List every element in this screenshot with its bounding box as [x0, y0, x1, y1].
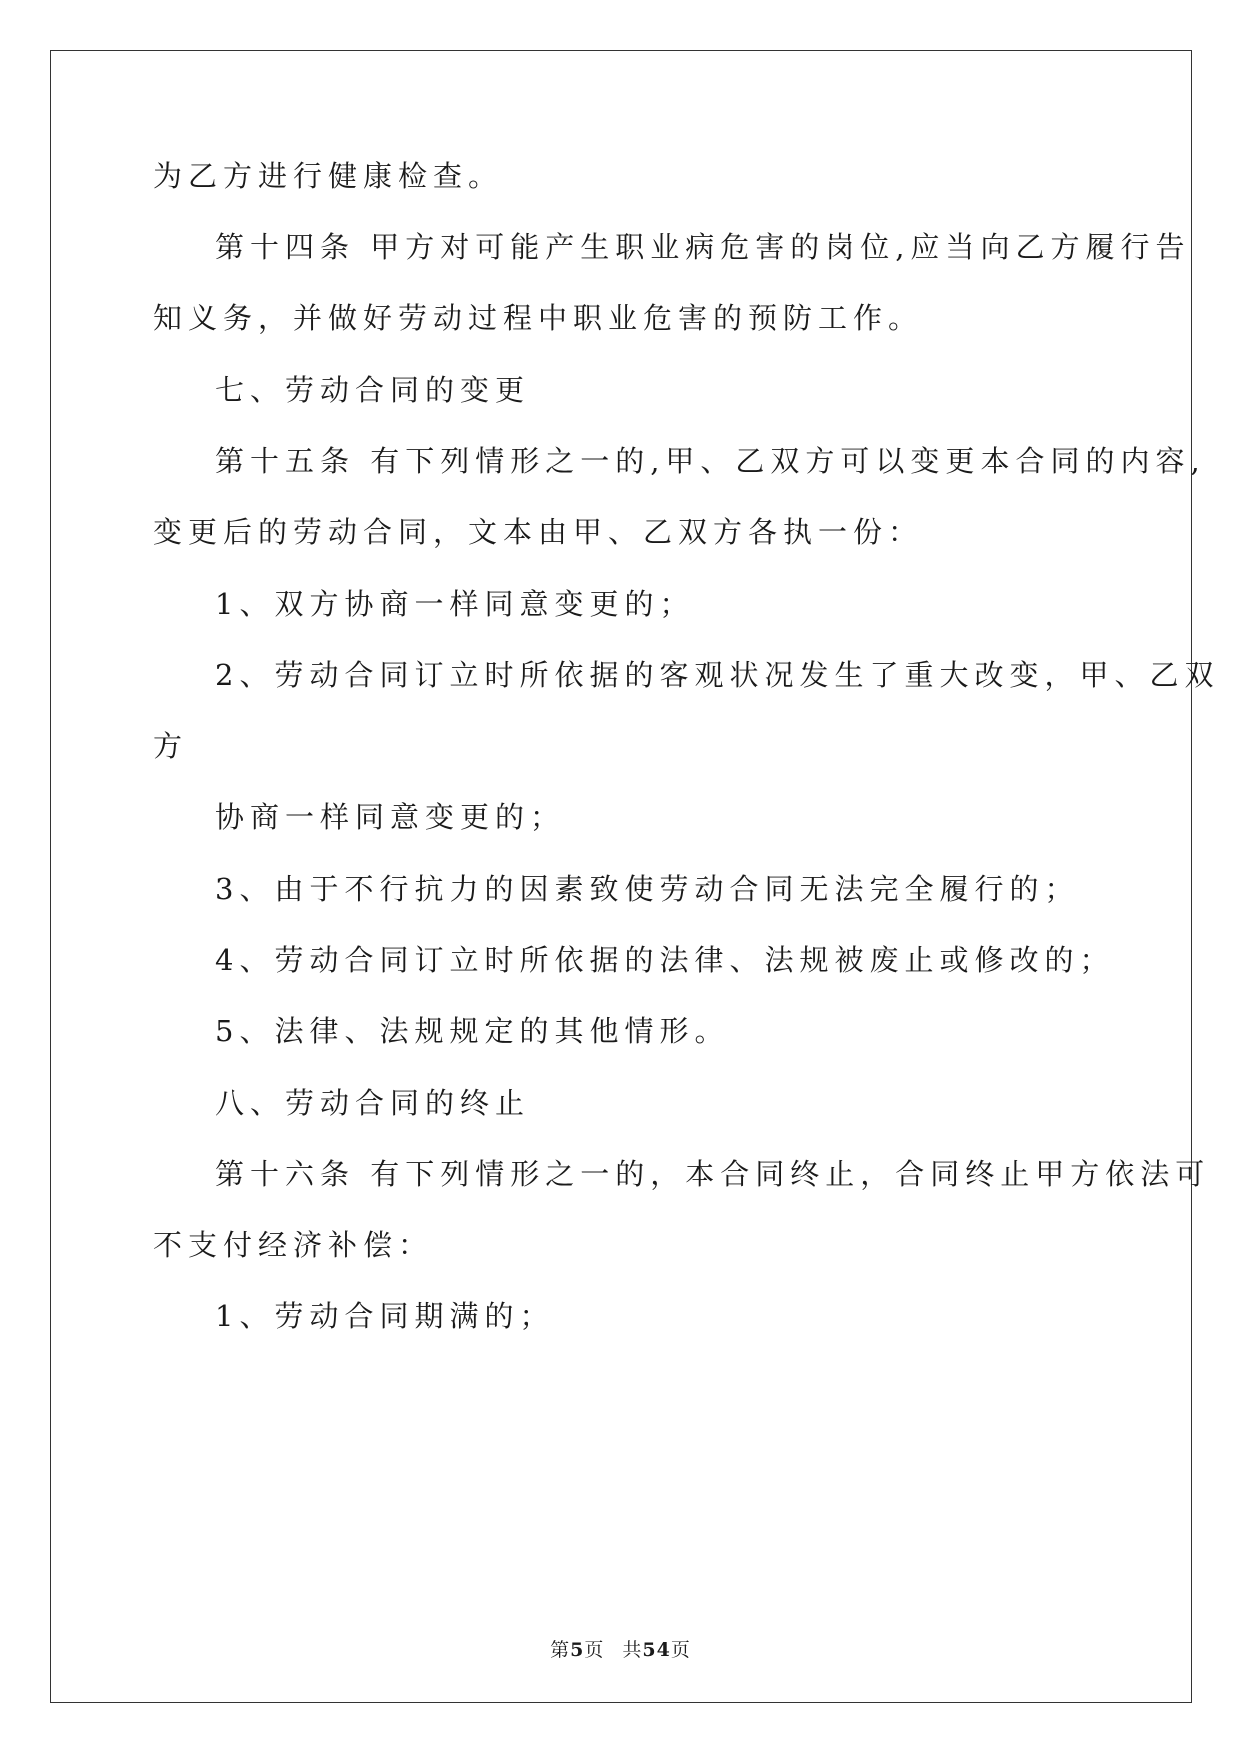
page-footer: [0, 1635, 1241, 1662]
page-prefix: 第: [550, 1639, 571, 1661]
list-item: 1、劳动合同期满的；: [215, 1299, 555, 1333]
list-item: 4、劳动合同订立时所依据的法律、法规被废止或修改的；: [215, 943, 1115, 977]
paragraph-line: 方: [153, 729, 189, 763]
total-pages: 54: [642, 1639, 671, 1661]
paragraph-line: 为乙方进行健康检查。: [153, 159, 504, 193]
list-item: 5、法律、法规规定的其他情形。: [215, 1014, 730, 1048]
total-suffix: 页: [670, 1639, 691, 1661]
section-heading: 八、劳动合同的终止: [215, 1086, 531, 1120]
page-number: 5: [570, 1639, 585, 1661]
paragraph-line: 不支付经济补偿：: [153, 1228, 434, 1262]
paragraph-line: 第十六条 有下列情形之一的，本合同终止，合同终止甲方依法可: [215, 1157, 1211, 1191]
total-prefix: 共: [622, 1639, 643, 1661]
paragraph-line: 变更后的劳动合同，文本由甲、乙双方各执一份：: [153, 515, 924, 549]
list-item: 3、由于不行抗力的因素致使劳动合同无法完全履行的；: [215, 872, 1080, 906]
paragraph-line: 知义务，并做好劳动过程中职业危害的预防工作。: [153, 301, 924, 335]
list-item: 1、双方协商一样同意变更的；: [215, 587, 695, 621]
paragraph-line: 协商一样同意变更的；: [215, 800, 566, 834]
section-heading: 七、劳动合同的变更: [215, 373, 531, 407]
list-item: 2、劳动合同订立时所依据的客观状况发生了重大改变，甲、乙双: [215, 658, 1220, 692]
page-suffix: 页: [584, 1639, 605, 1661]
paragraph-line: 第十四条 甲方对可能产生职业病危害的岗位,应当向乙方履行告: [215, 230, 1191, 264]
paragraph-line: 第十五条 有下列情形之一的,甲、乙双方可以变更本合同的内容,: [215, 444, 1206, 478]
